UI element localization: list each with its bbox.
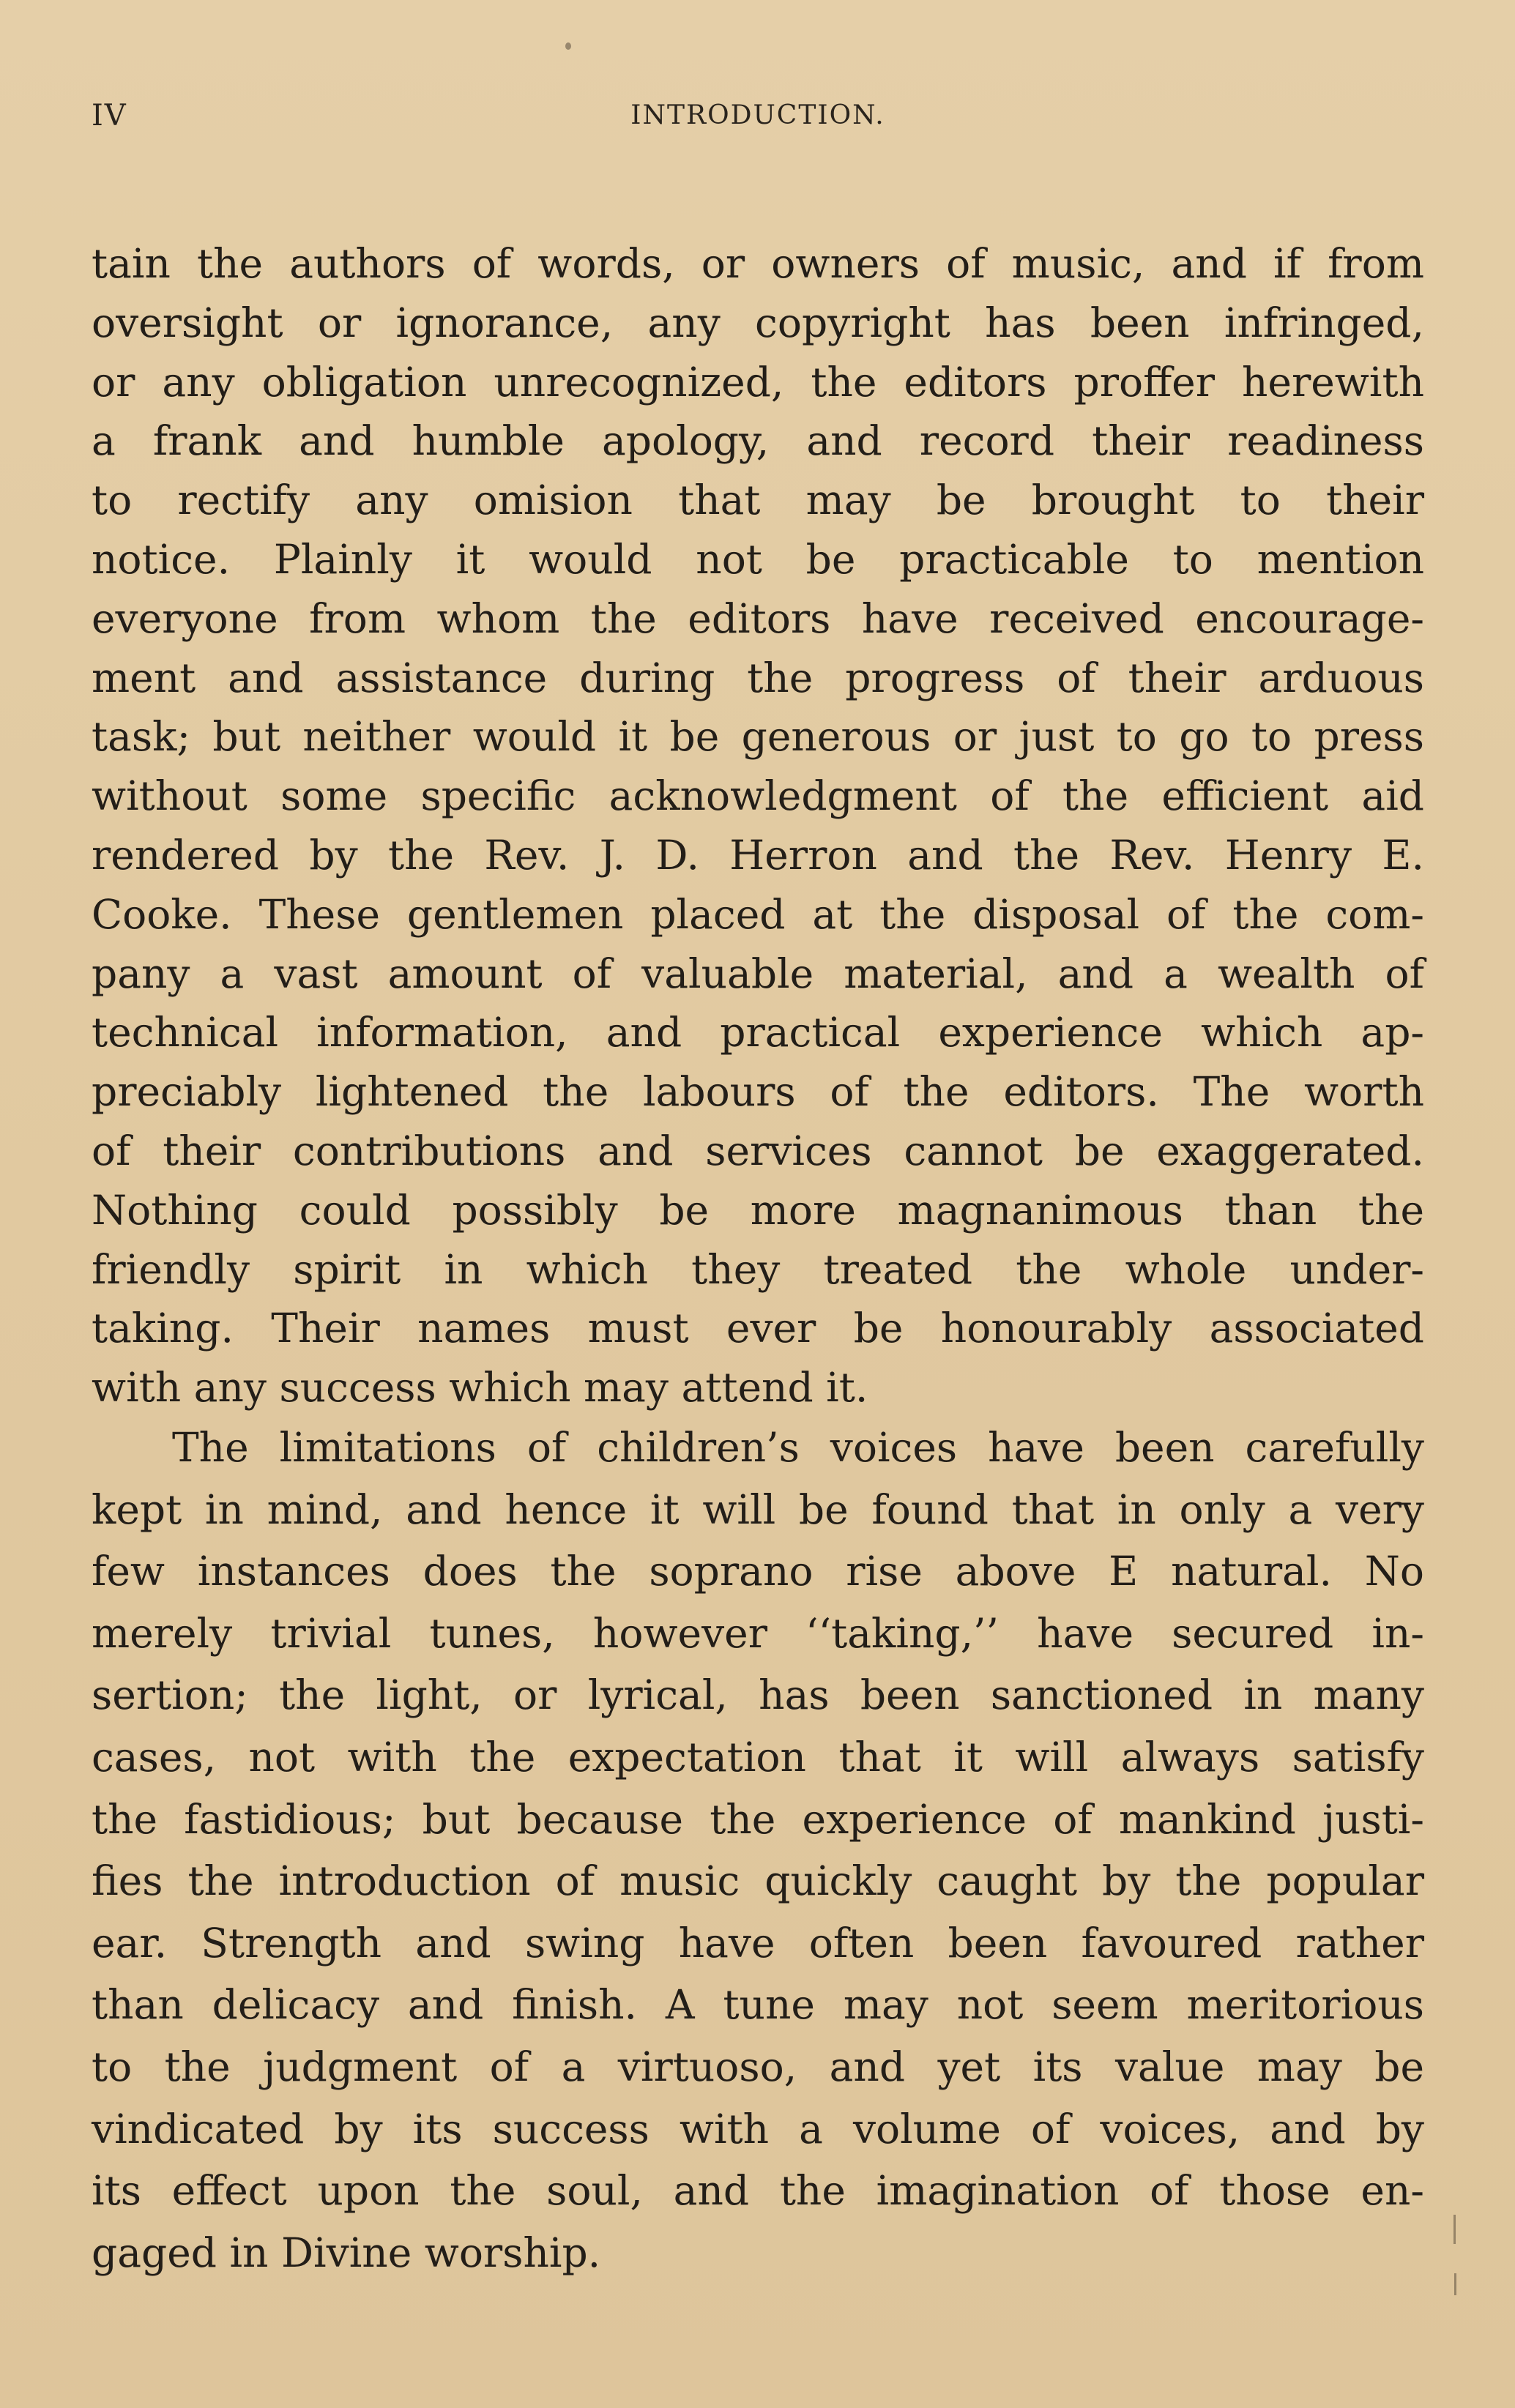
text-line: with any success which may attend it.	[92, 1364, 868, 1412]
text-line: task; but neither would it be generous or just to go to press	[92, 713, 1424, 761]
text-line: sertion; the light, or lyrical, has been sanctioned in many	[92, 1671, 1424, 1719]
text-line: friendly spirit in which they treated the whole under-	[92, 1245, 1424, 1293]
text-line: pany a vast amount of valuable material, and a wealth of	[92, 950, 1424, 997]
running-head	[92, 99, 1424, 143]
text-line: taking. Their names must ever be honourably associated	[92, 1305, 1424, 1352]
text-line: notice. Plainly it would not be practicable to mention	[92, 535, 1424, 583]
text-line: The limitations of children’s voices have been carefully	[172, 1424, 1424, 1471]
text-line: oversight or ignorance, any copyright has been infringed,	[92, 299, 1424, 346]
text-line: ment and assistance during the progress of their arduous	[92, 654, 1424, 701]
text-line: than delicacy and finish. A tune may not seem meritorious	[92, 1981, 1424, 2029]
text-line: gaged in Divine worship.	[92, 2229, 601, 2276]
text-line: ear. Strength and swing have often been favoured rather	[92, 1919, 1424, 1967]
text-line: the fastidious; but because the experience of mankind justi-	[92, 1795, 1424, 1843]
text-line: Cooke. These gentlemen placed at the disposal of the com-	[92, 890, 1424, 938]
text-line: cases, not with the expectation that it will always satisfy	[92, 1733, 1424, 1781]
text-line: merely trivial tunes, however ‘‘taking,’’ have secured in-	[92, 1609, 1424, 1657]
text-line: Nothing could possibly be more magnanimous than the	[92, 1186, 1424, 1234]
text-line: or any obligation unrecognized, the editors proffer herewith	[92, 358, 1424, 406]
text-line: tain the authors of words, or owners of music, and if from	[92, 240, 1424, 287]
text-line: few instances does the soprano rise above E natural. No	[92, 1548, 1424, 1595]
text-line: technical information, and practical experience which ap-	[92, 1009, 1424, 1056]
paragraph-1	[92, 234, 1424, 1417]
text-line: without some specific acknowledgment of the efficient aid	[92, 772, 1424, 820]
paper-speck	[565, 42, 571, 50]
text-line: to the judgment of a virtuoso, and yet its value may be	[92, 2043, 1424, 2090]
paragraph-2	[92, 1417, 1424, 2284]
text-line: preciably lightened the labours of the editors. The worth	[92, 1068, 1424, 1116]
text-line: fies the introduction of music quickly caught by the popular	[92, 1857, 1424, 1905]
text-line: kept in mind, and hence it will be found that in only a very	[92, 1486, 1424, 1533]
paper-speck	[1453, 2215, 1456, 2244]
text-line: to rectify any omision that may be brought to their	[92, 477, 1424, 524]
text-line: its effect upon the soul, and the imagination of those en-	[92, 2167, 1424, 2215]
page-number: IV	[92, 99, 127, 133]
text-line: rendered by the Rev. J. D. Herron and the Rev. Henry E.	[92, 831, 1424, 879]
paper-speck	[1454, 2273, 1456, 2295]
text-line: a frank and humble apology, and record their readiness	[92, 417, 1424, 465]
text-line: of their contributions and services cannot be exaggerated.	[92, 1127, 1424, 1174]
text-line: vindicated by its success with a volume of voices, and by	[92, 2105, 1424, 2152]
text-line: everyone from whom the editors have received encourage-	[92, 594, 1424, 642]
running-title: INTRODUCTION.	[630, 100, 885, 130]
